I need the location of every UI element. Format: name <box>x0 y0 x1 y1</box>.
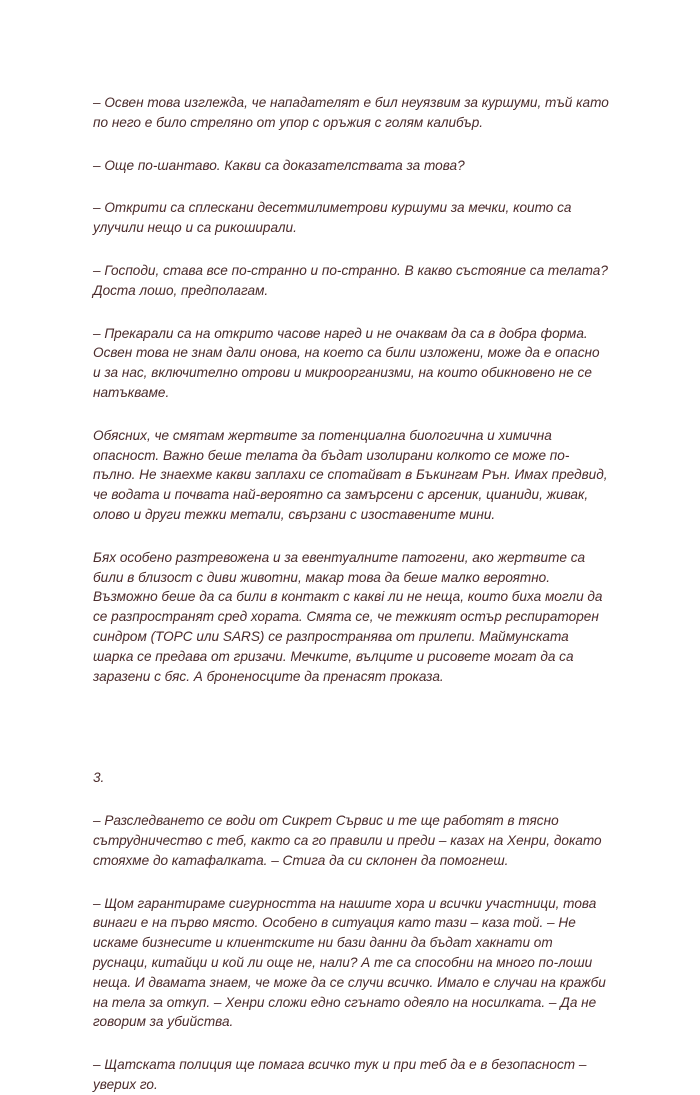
paragraph: – Прекарали са на открито часове наред и не очаквам да са в добра форма. Освен това не знам дали онова, на което са били изложени, може да е опасно и за нас, включително отрови и микроорганизми, на които обикновено не се натъкваме. <box>93 325 600 400</box>
chapter-number: 3. <box>93 770 105 786</box>
paragraph: – Господи, става все по-странно и по-странно. В какво състояние са телата? Доста лошо, предполагам. <box>93 262 608 298</box>
paragraph: – Открити са сплескани десетмилиметрови куршуми за мечки, които са улучили нещо и са рикоширали. <box>93 200 572 236</box>
paragraph: – Освен това изглежда, че нападателят е бил неуязвим за куршуми, тъй като по него е било стреляно от упор с оръжия с голям калибър. <box>93 95 609 130</box>
paragraph: Обясних, че смятам жертвите за потенциална биологична и химична опасност. Важно беше телата да бъдат изолирани колкото се може по- пълно. Не знаехме какви заплахи се спотайват в Бъкингам Рън. Имах предвид, че водата и почвата най-вероятно са замърсени с арсеник, цианиди, живак, олово и други тежки метали, свързани с изоставените мини. <box>93 427 608 522</box>
paragraph: – Щом гарантираме сигурността на нашите хора и всички участници, това винаги е на първо място. Особено в ситуация като тази – каза той. – Не искаме бизнесите и клиентските ни бази данни да бъдат хакнати от руснаци, китайци и кой ли още не, нали? А те са способни на много по-лоши неща. И двамата знаем, че може да се случи всичко. Имало е случаи на кражби на тела за откуп. – Хенри сложи едно сгънато одеяло на носилката. – Да не говорим за убийства. <box>93 895 606 1030</box>
paragraph: Бях особено разтревожена и за евентуалните патогени, ако жертвите са били в близост с диви животни, макар това да беше малко вероятно. Възможно беше да са били в контакт с каквi ли не неща, които биха могли да се разпространят сред хората. Смята се, че тежкият остър респираторен синдром (ТОРС или SARS) се разпространява от прилепи. Маймунската шарка се предава от гризачи. Мечките, вълците и рисовете могат да са заразени с бяс. А броненосците да пренасят проказа. <box>93 549 603 684</box>
paragraph: – Щатската полиция ще помага всичко тук и при теб да е в безопасност – уверих го. <box>93 1057 587 1092</box>
paragraph: – Още по-шантаво. Какви са доказателствата за това? <box>93 157 465 173</box>
paragraph: – Разследването се води от Сикрет Сървис и те ще работят в тясно сътрудничество с теб, както са го правили и преди – казах на Хенри, докато стояхме до катафалката. – Стига да си склонен да помогнеш. <box>93 813 602 868</box>
